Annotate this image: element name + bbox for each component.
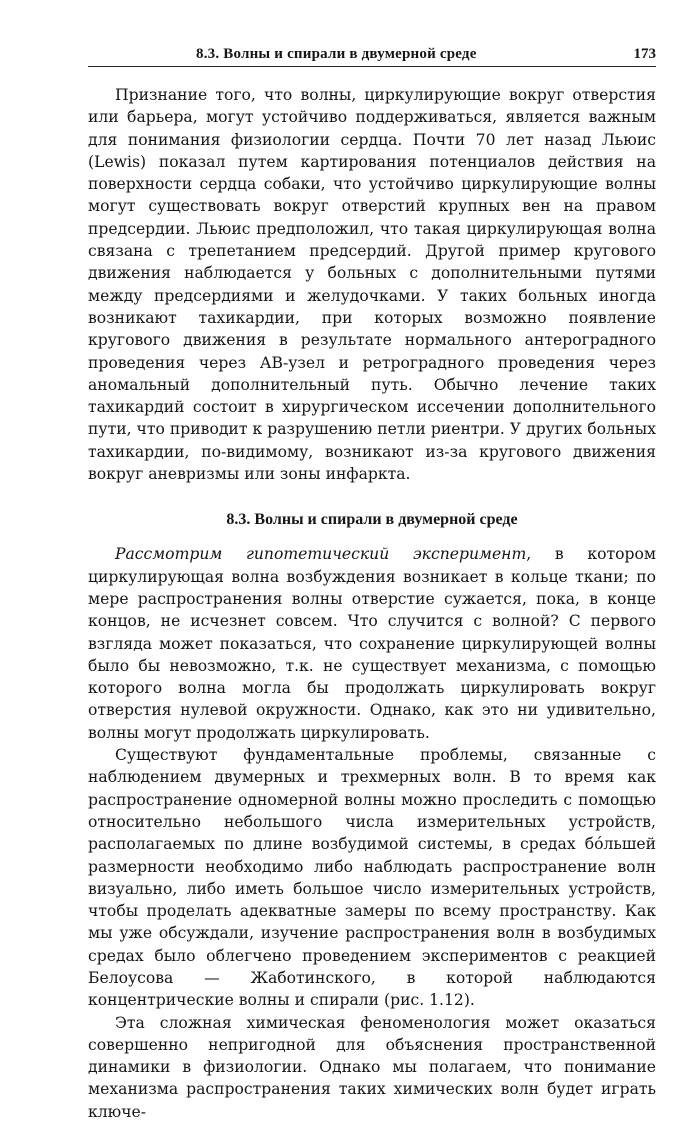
paragraph-hypothetical-experiment — [88, 543, 656, 744]
running-head — [88, 46, 656, 67]
paragraph-reentry-heart: Признание того, что волны, циркулирующие вокруг отверстия или барьера, могут устойчиво поддерживаться, является важным для понимания физиологии сердца. Почти 70 лет назад Льюис (Lewis) показал путем картирования потенциалов действия на поверхности сердца собаки, что устойчиво циркулирующие волны могут существовать вокруг отверстий крупных вен на правом предсердии. Льюис предположил, что такая циркулирующая волна связана с трепетанием предсердий. Другой пример кругового движения наблюдается у больных с дополнительными путями между предсердиями и желудочками. У таких больных иногда возникают тахикардии, при которых возможно появление кругового движения в результате нормального антероградного проведения через АВ-узел и ретроградного проведения через аномальный дополнительный путь. Обычно лечение таких тахикардий состоит в хирургическом иссечении дополнительного пути, что приводит к разрушению петли риентри. У других больных тахикардии, по-видимому, возникают из-за кругового движения вокруг аневризмы или зоны инфаркта. — [88, 86, 656, 484]
section-heading: 8.3. Волны и спирали в двумерной среде — [226, 511, 518, 529]
body-text — [88, 84, 656, 1123]
paragraph-text: , в котором циркулирующая волна возбуждения возникает в кольце ткани; по мере распространения волны отверстие сужается, пока, в конце концов, не исчезнет совсем. Что случится с волной? С первого взгляда может показаться, что сохранение циркулирующей волны было бы невозможно, т.к. не существует механизма, с помощью которого волна могла бы продолжать циркулировать вокруг отверстия нулевой окружности. Однако, как это ни удивительно, волны могут продолжать циркулировать. — [88, 545, 656, 742]
italic-phrase: Рассмотрим гипотетический эксперимент — [115, 545, 527, 564]
running-head-title: 8.3. Волны и спирали в двумерной среде — [196, 46, 477, 62]
paragraph-chemical-phenomenology: Эта сложная химическая феноменология может оказаться совершенно непригодной для объяснения пространственной динамики в физиологии. Однако мы полагаем, что понимание механизма распространения таких химических волн будет играть ключе- — [88, 1013, 656, 1121]
paragraph-fundamental-problems: Существуют фундаментальные проблемы, связанные с наблюдением двумерных и трехмерных волн. В то время как распространение одномерной волны можно проследить с помощью относительно небольшого числа измерительных устройств, располагаемых по длине возбудимой системы, в средах бóльшей размерности необходимо либо наблюдать распространение волн визуально, либо иметь большое число измерительных устройств, чтобы проделать адекватные замеры по всему пространству. Как мы уже обсуждали, изучение распространения волн в возбудимых средах было облегчено проведением экспериментов с реакцией Белоусова — Жаботинского, в которой наблюдаются концентрические волны и спирали (рис. 1.12). — [88, 746, 656, 1010]
page-number: 173 — [633, 46, 656, 62]
